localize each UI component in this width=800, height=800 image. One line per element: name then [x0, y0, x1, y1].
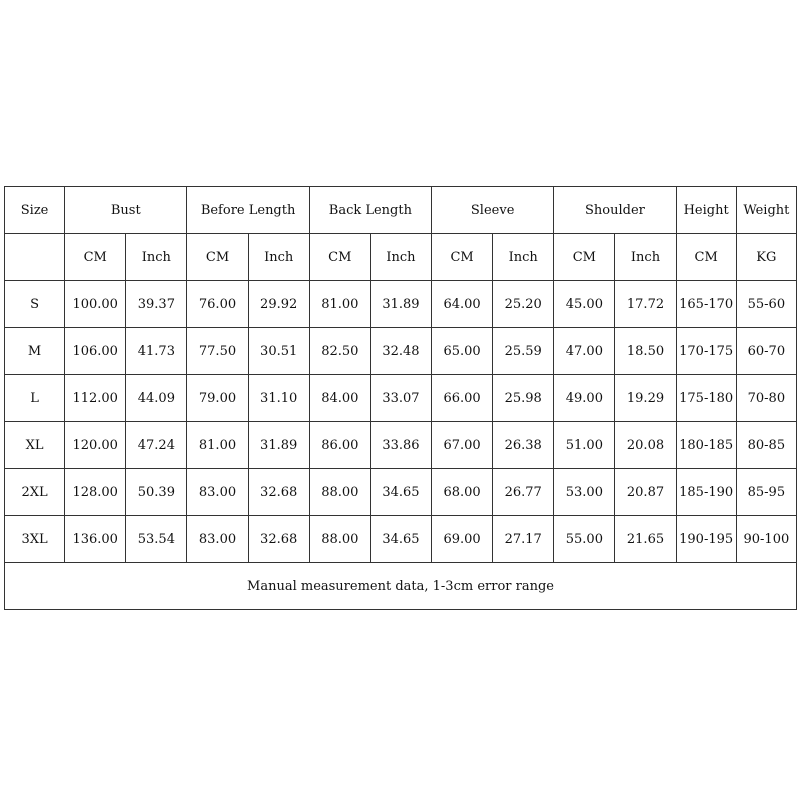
size-chart-table: [4, 186, 797, 610]
table-cell: 88.00: [309, 469, 370, 516]
table-cell: 51.00: [554, 422, 615, 469]
table-cell: 128.00: [65, 469, 126, 516]
unit-header-cell: CM: [65, 234, 126, 281]
table-cell: 31.89: [248, 422, 309, 469]
header-weight: Weight: [736, 187, 796, 234]
table-cell: 33.07: [370, 375, 431, 422]
table-cell: 66.00: [432, 375, 493, 422]
table-cell: 165-170: [676, 281, 736, 328]
table-cell: 32.68: [248, 516, 309, 563]
table-cell: 32.48: [370, 328, 431, 375]
table-cell: 88.00: [309, 516, 370, 563]
table-cell: 85-95: [736, 469, 796, 516]
table-cell: 76.00: [187, 281, 248, 328]
table-cell: 21.65: [615, 516, 676, 563]
table-cell: 77.50: [187, 328, 248, 375]
group-header-row: [5, 187, 797, 234]
note-row: [5, 563, 797, 610]
table-cell: 53.54: [126, 516, 187, 563]
unit-header-cell: CM: [309, 234, 370, 281]
table-cell: 80-85: [736, 422, 796, 469]
table-cell: 18.50: [615, 328, 676, 375]
table-cell: 34.65: [370, 469, 431, 516]
unit-header-cell: Inch: [615, 234, 676, 281]
table-cell: 100.00: [65, 281, 126, 328]
table-cell: 120.00: [65, 422, 126, 469]
unit-header-cell: KG: [736, 234, 796, 281]
table-cell: 30.51: [248, 328, 309, 375]
table-cell: 45.00: [554, 281, 615, 328]
table-cell: 39.37: [126, 281, 187, 328]
table-cell: 31.89: [370, 281, 431, 328]
unit-header-row: [5, 234, 797, 281]
table-cell: 106.00: [65, 328, 126, 375]
table-cell: 53.00: [554, 469, 615, 516]
unit-header-cell: CM: [187, 234, 248, 281]
table-cell: 81.00: [187, 422, 248, 469]
table-cell: 180-185: [676, 422, 736, 469]
table-cell: 47.24: [126, 422, 187, 469]
header-height: Height: [676, 187, 736, 234]
table-row: [5, 328, 797, 375]
table-cell: 20.08: [615, 422, 676, 469]
size-label-cell: 2XL: [5, 469, 65, 516]
table-row: [5, 469, 797, 516]
unit-header-cell: [5, 234, 65, 281]
table-cell: 25.98: [493, 375, 554, 422]
table-cell: 47.00: [554, 328, 615, 375]
table-cell: 41.73: [126, 328, 187, 375]
table-cell: 65.00: [432, 328, 493, 375]
size-rows: [5, 281, 797, 563]
table-cell: 20.87: [615, 469, 676, 516]
unit-header-cell: Inch: [248, 234, 309, 281]
header-bust: Bust: [65, 187, 187, 234]
table-cell: 33.86: [370, 422, 431, 469]
table-cell: 83.00: [187, 516, 248, 563]
header-size: Size: [5, 187, 65, 234]
table-cell: 86.00: [309, 422, 370, 469]
table-cell: 55-60: [736, 281, 796, 328]
size-label-cell: XL: [5, 422, 65, 469]
table-row: [5, 281, 797, 328]
table-cell: 25.20: [493, 281, 554, 328]
table-cell: 190-195: [676, 516, 736, 563]
table-cell: 84.00: [309, 375, 370, 422]
table-cell: 17.72: [615, 281, 676, 328]
unit-header-cell: CM: [554, 234, 615, 281]
size-label-cell: S: [5, 281, 65, 328]
table-cell: 49.00: [554, 375, 615, 422]
table-row: [5, 516, 797, 563]
table-cell: 136.00: [65, 516, 126, 563]
size-label-cell: M: [5, 328, 65, 375]
table-cell: 64.00: [432, 281, 493, 328]
table-cell: 31.10: [248, 375, 309, 422]
table-cell: 29.92: [248, 281, 309, 328]
measurement-note: Manual measurement data, 1-3cm error range: [5, 563, 797, 610]
table-cell: 44.09: [126, 375, 187, 422]
header-sleeve: Sleeve: [432, 187, 554, 234]
table-cell: 27.17: [493, 516, 554, 563]
header-shoulder: Shoulder: [554, 187, 676, 234]
table-cell: 60-70: [736, 328, 796, 375]
table-cell: 112.00: [65, 375, 126, 422]
table-cell: 185-190: [676, 469, 736, 516]
table-row: [5, 375, 797, 422]
table-cell: 70-80: [736, 375, 796, 422]
table-cell: 19.29: [615, 375, 676, 422]
unit-header-cell: CM: [676, 234, 736, 281]
table-cell: 175-180: [676, 375, 736, 422]
table-cell: 69.00: [432, 516, 493, 563]
unit-header-cell: CM: [432, 234, 493, 281]
table-cell: 26.77: [493, 469, 554, 516]
table-cell: 32.68: [248, 469, 309, 516]
table-cell: 79.00: [187, 375, 248, 422]
header-before-length: Before Length: [187, 187, 309, 234]
table-cell: 67.00: [432, 422, 493, 469]
table-cell: 25.59: [493, 328, 554, 375]
table-cell: 83.00: [187, 469, 248, 516]
table-cell: 68.00: [432, 469, 493, 516]
unit-header-cell: Inch: [126, 234, 187, 281]
table-cell: 82.50: [309, 328, 370, 375]
table-cell: 170-175: [676, 328, 736, 375]
table-cell: 81.00: [309, 281, 370, 328]
table-cell: 26.38: [493, 422, 554, 469]
header-back-length: Back Length: [309, 187, 431, 234]
table-cell: 90-100: [736, 516, 796, 563]
unit-header-cell: Inch: [493, 234, 554, 281]
table-cell: 34.65: [370, 516, 431, 563]
table-cell: 55.00: [554, 516, 615, 563]
size-label-cell: L: [5, 375, 65, 422]
table-cell: 50.39: [126, 469, 187, 516]
table-row: [5, 422, 797, 469]
size-label-cell: 3XL: [5, 516, 65, 563]
unit-header-cell: Inch: [370, 234, 431, 281]
